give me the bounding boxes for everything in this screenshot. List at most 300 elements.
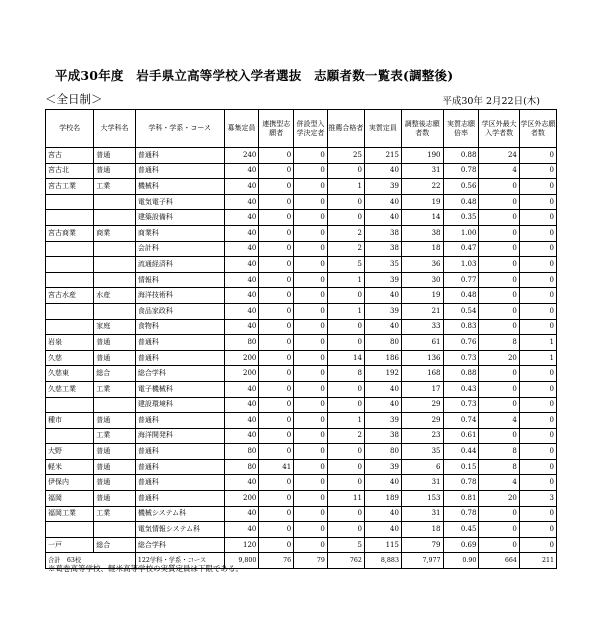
table-cell: 39 [364, 413, 401, 429]
table-cell: 商業科 [135, 225, 224, 241]
table-cell: 0 [519, 257, 556, 273]
table-cell: 0 [259, 319, 294, 335]
table-cell: 会計科 [135, 241, 224, 257]
table-cell: 0 [519, 225, 556, 241]
table-cell: 軽米 [46, 459, 94, 475]
table-cell: 0 [294, 303, 328, 319]
table-cell: 18 [401, 522, 443, 538]
table-cell: 80 [224, 459, 259, 475]
table-cell: 240 [224, 148, 259, 164]
table-row [46, 257, 557, 273]
applicants-table [45, 109, 557, 569]
table-cell: 食物科 [135, 319, 224, 335]
document-date: 平成30年 2月22日(木) [442, 96, 540, 107]
table-cell: 4 [479, 163, 519, 179]
total-label: 合計 63校 [46, 553, 136, 569]
table-cell: 38 [364, 241, 401, 257]
table-cell: 0 [519, 194, 556, 210]
table-cell: 普通 [94, 491, 136, 507]
table-cell: 17 [401, 381, 443, 397]
table-cell: 総合 [94, 366, 136, 382]
table-cell: 38 [401, 225, 443, 241]
table-cell: 総合学科 [135, 537, 224, 553]
table-cell: 1 [327, 272, 364, 288]
table-cell: 0.54 [443, 303, 479, 319]
table-cell: 0 [294, 506, 328, 522]
table-cell [46, 397, 94, 413]
table-cell: 0 [294, 225, 328, 241]
table-cell: 0 [327, 444, 364, 460]
table-cell [94, 522, 136, 538]
table-cell: 23 [401, 428, 443, 444]
table-cell: 0 [259, 413, 294, 429]
table-header-row [46, 110, 557, 148]
table-cell: 普通科 [135, 163, 224, 179]
table-cell: 0 [259, 444, 294, 460]
table-cell [94, 272, 136, 288]
table-cell: 189 [364, 491, 401, 507]
table-cell: 久慈工業 [46, 381, 94, 397]
table-cell: 80 [364, 444, 401, 460]
table-cell: 0 [479, 210, 519, 226]
table-cell: 1 [519, 335, 556, 351]
table-cell: 普通 [94, 350, 136, 366]
table-cell: 岩泉 [46, 335, 94, 351]
table-cell: 0 [259, 210, 294, 226]
table-cell [94, 303, 136, 319]
table-cell: 0 [327, 397, 364, 413]
table-cell: 1 [327, 179, 364, 195]
table-row [46, 491, 557, 507]
table-cell: 水産 [94, 288, 136, 304]
table-cell: 0 [479, 319, 519, 335]
table-cell: 0 [294, 335, 328, 351]
table-row [46, 397, 557, 413]
table-cell: 0 [294, 444, 328, 460]
table-cell: 20 [479, 350, 519, 366]
table-cell: 80 [224, 444, 259, 460]
table-cell: 0 [519, 241, 556, 257]
table-cell: 0 [479, 381, 519, 397]
table-cell: 0.45 [443, 522, 479, 538]
table-cell: 200 [224, 350, 259, 366]
total-cell: 664 [479, 553, 519, 569]
table-cell: 久慈東 [46, 366, 94, 382]
table-cell: 0 [259, 241, 294, 257]
table-cell: 0 [479, 397, 519, 413]
table-cell: 14 [401, 210, 443, 226]
table-cell: 宮古工業 [46, 179, 94, 195]
table-cell: 79 [401, 537, 443, 553]
document-title: 平成30年度 岩手県立高等学校入学者選抜 志願者数一覧表(調整後) [55, 68, 454, 83]
table-cell: 38 [364, 428, 401, 444]
table-cell: 40 [364, 194, 401, 210]
table-cell: 0 [519, 288, 556, 304]
table-cell: 普通 [94, 148, 136, 164]
table-cell: 機械システム科 [135, 506, 224, 522]
column-header: 学区外志願者数 [519, 110, 556, 148]
table-cell: 0 [479, 303, 519, 319]
table-cell: 商業 [94, 225, 136, 241]
table-cell: 40 [364, 163, 401, 179]
table-row [46, 366, 557, 382]
table-cell: 39 [364, 272, 401, 288]
table-cell: 0 [294, 257, 328, 273]
column-header: 学校名 [46, 110, 94, 148]
table-cell: 0.43 [443, 381, 479, 397]
table-cell: 0.61 [443, 428, 479, 444]
table-cell: 29 [401, 413, 443, 429]
table-cell: 200 [224, 491, 259, 507]
table-cell: 工業 [94, 506, 136, 522]
table-cell: 0 [259, 506, 294, 522]
table-cell: 21 [401, 303, 443, 319]
table-cell: 普通 [94, 444, 136, 460]
table-cell: 0.73 [443, 350, 479, 366]
table-cell: 総合学科 [135, 366, 224, 382]
table-cell: 普通科 [135, 444, 224, 460]
table-row [46, 444, 557, 460]
table-cell: 40 [224, 475, 259, 491]
table-row [46, 350, 557, 366]
table-row [46, 148, 557, 164]
table-cell: 61 [401, 335, 443, 351]
table-cell [46, 257, 94, 273]
table-cell: 0.81 [443, 491, 479, 507]
table-cell: 39 [364, 179, 401, 195]
table-cell: 0 [519, 272, 556, 288]
table-cell: 80 [224, 335, 259, 351]
table-cell: 33 [401, 319, 443, 335]
table-cell: 0 [259, 194, 294, 210]
table-cell: 0.35 [443, 210, 479, 226]
table-cell: 0 [327, 381, 364, 397]
table-cell: 一戸 [46, 537, 94, 553]
table-cell: 0 [259, 366, 294, 382]
column-header: 大学科名 [94, 110, 136, 148]
table-cell: 35 [401, 444, 443, 460]
table-cell: 4 [479, 475, 519, 491]
table-cell: 2 [327, 241, 364, 257]
table-cell: 0 [327, 459, 364, 475]
table-row [46, 179, 557, 195]
table-cell: 普通科 [135, 491, 224, 507]
table-cell: 0 [479, 225, 519, 241]
table-cell: 0.88 [443, 366, 479, 382]
table-cell: 19 [401, 288, 443, 304]
table-cell: 0 [259, 335, 294, 351]
table-cell: 普通 [94, 413, 136, 429]
table-cell: 0 [519, 537, 556, 553]
column-header: 実質定員 [364, 110, 401, 148]
table-cell: 40 [224, 272, 259, 288]
table-cell: 18 [401, 241, 443, 257]
column-header: 学科・学系・コース [135, 110, 224, 148]
table-cell: 40 [224, 210, 259, 226]
table-cell: 1.00 [443, 225, 479, 241]
table-cell: 1 [327, 303, 364, 319]
table-cell: 0 [259, 428, 294, 444]
table-cell: 39 [364, 459, 401, 475]
table-cell: 0 [519, 397, 556, 413]
table-cell: 0.48 [443, 194, 479, 210]
table-cell: 0 [294, 366, 328, 382]
table-cell [46, 319, 94, 335]
table-row [46, 272, 557, 288]
table-cell: 8 [479, 459, 519, 475]
table-cell: 0 [519, 319, 556, 335]
table-cell: 0 [519, 366, 556, 382]
table-cell: 0 [294, 210, 328, 226]
table-cell: 0.69 [443, 537, 479, 553]
table-cell: 40 [364, 522, 401, 538]
table-cell: 4 [479, 413, 519, 429]
table-cell: 0 [519, 179, 556, 195]
table-cell: 海洋技術科 [135, 288, 224, 304]
table-row [46, 288, 557, 304]
table-cell: 40 [224, 179, 259, 195]
table-row [46, 475, 557, 491]
table-cell: 24 [479, 148, 519, 164]
table-cell: 192 [364, 366, 401, 382]
table-cell: 0 [479, 194, 519, 210]
table-cell: 40 [224, 194, 259, 210]
table-cell: 2 [327, 225, 364, 241]
table-cell: 電子機械科 [135, 381, 224, 397]
table-cell: 30 [401, 272, 443, 288]
table-cell: 0 [479, 257, 519, 273]
table-cell: 0 [327, 319, 364, 335]
table-cell: 福岡工業 [46, 506, 94, 522]
table-cell: 0 [327, 522, 364, 538]
table-cell: 伊保内 [46, 475, 94, 491]
table-cell: 35 [364, 257, 401, 273]
table-row [46, 319, 557, 335]
table-cell: 1.03 [443, 257, 479, 273]
table-cell: 41 [259, 459, 294, 475]
table-row [46, 163, 557, 179]
table-cell [94, 194, 136, 210]
table-cell: 8 [327, 366, 364, 382]
table-cell: 0 [259, 381, 294, 397]
table-cell: 40 [224, 225, 259, 241]
total-cell: 9,800 [224, 553, 259, 569]
table-cell [46, 241, 94, 257]
table-cell: 0 [259, 272, 294, 288]
table-cell: 3 [519, 491, 556, 507]
table-cell: 31 [401, 163, 443, 179]
footnote: ※葛巻高等学校、軽米高等学校の実質定員は下限である。 [48, 564, 243, 573]
column-header: 連携型志願者 [259, 110, 294, 148]
table-cell: 153 [401, 491, 443, 507]
table-cell: 0 [519, 522, 556, 538]
table-row [46, 381, 557, 397]
table-cell: 普通 [94, 163, 136, 179]
table-cell: 0.74 [443, 413, 479, 429]
table-cell [94, 397, 136, 413]
table-cell: 0 [294, 194, 328, 210]
table-cell: 0 [294, 272, 328, 288]
table-cell: 31 [401, 475, 443, 491]
table-cell: 0 [294, 491, 328, 507]
table-cell: 6 [401, 459, 443, 475]
table-cell: 0 [259, 522, 294, 538]
table-cell: 0.15 [443, 459, 479, 475]
table-cell: 0.44 [443, 444, 479, 460]
table-cell: 40 [224, 381, 259, 397]
table-row [46, 210, 557, 226]
table-cell: 0.88 [443, 148, 479, 164]
table-cell: 0.47 [443, 241, 479, 257]
document-subtitle: ＜全日制＞ [45, 92, 103, 106]
table-cell: 0 [259, 148, 294, 164]
table-cell: 168 [401, 366, 443, 382]
total-cell: 8,883 [364, 553, 401, 569]
table-cell: 0 [479, 272, 519, 288]
table-cell: 工業 [94, 179, 136, 195]
table-cell: 11 [327, 491, 364, 507]
table-cell: 0 [294, 475, 328, 491]
table-cell: 0 [259, 475, 294, 491]
table-cell: 40 [364, 210, 401, 226]
table-cell: 0 [519, 381, 556, 397]
total-cell: 79 [294, 553, 328, 569]
table-cell: 海洋開発科 [135, 428, 224, 444]
table-cell: 0 [294, 522, 328, 538]
table-cell: 0 [259, 225, 294, 241]
table-cell: 0 [294, 148, 328, 164]
table-cell: 0 [294, 381, 328, 397]
table-cell: 種市 [46, 413, 94, 429]
table-cell: 0.73 [443, 397, 479, 413]
total-cell: 0.90 [443, 553, 479, 569]
table-cell: 8 [479, 444, 519, 460]
column-header: 募集定員 [224, 110, 259, 148]
table-cell: 普通 [94, 459, 136, 475]
column-header: 併設型入学決定者 [294, 110, 328, 148]
table-cell: 20 [479, 491, 519, 507]
table-cell: 39 [364, 303, 401, 319]
table-cell: 40 [224, 506, 259, 522]
table-cell: 0 [259, 491, 294, 507]
table-row [46, 335, 557, 351]
table-cell: 0.48 [443, 288, 479, 304]
table-row [46, 522, 557, 538]
table-row [46, 428, 557, 444]
table-cell: 福岡 [46, 491, 94, 507]
table-cell: 8 [479, 335, 519, 351]
table-cell: 0 [259, 537, 294, 553]
column-header: 推薦合格者 [327, 110, 364, 148]
table-body [46, 148, 557, 569]
table-cell: 0 [294, 537, 328, 553]
table-cell: 136 [401, 350, 443, 366]
table-cell: 40 [224, 428, 259, 444]
table-cell: 0 [519, 148, 556, 164]
table-cell: 総合 [94, 537, 136, 553]
table-cell: 200 [224, 366, 259, 382]
table-cell: 普通科 [135, 350, 224, 366]
table-cell: 40 [364, 506, 401, 522]
table-cell: 14 [327, 350, 364, 366]
table-cell: 40 [364, 319, 401, 335]
table-row [46, 459, 557, 475]
table-cell: 5 [327, 257, 364, 273]
column-header: 実質志願倍率 [443, 110, 479, 148]
table-cell: 0 [259, 288, 294, 304]
table-cell [46, 210, 94, 226]
table-cell: 0 [519, 163, 556, 179]
table-cell: 0 [294, 459, 328, 475]
table-cell: 40 [224, 413, 259, 429]
column-header: 学区外最大入学者数 [479, 110, 519, 148]
table-cell: 0 [259, 179, 294, 195]
table-cell: 0 [327, 335, 364, 351]
table-cell: 31 [401, 506, 443, 522]
table-cell: 0 [519, 413, 556, 429]
table-cell: 0 [294, 397, 328, 413]
table-cell: 宮古 [46, 148, 94, 164]
table-cell: 大野 [46, 444, 94, 460]
table-cell [94, 241, 136, 257]
table-row [46, 413, 557, 429]
table-cell: 普通科 [135, 459, 224, 475]
table-cell: 0 [519, 506, 556, 522]
table-cell: 0 [294, 413, 328, 429]
table-cell: 普通科 [135, 475, 224, 491]
total-cell: 76 [259, 553, 294, 569]
table-cell: 宮古北 [46, 163, 94, 179]
table-cell: 0.77 [443, 272, 479, 288]
table-cell: 宮古商業 [46, 225, 94, 241]
table-cell: 流通経済科 [135, 257, 224, 273]
table-row [46, 241, 557, 257]
table-cell: 0 [519, 459, 556, 475]
table-cell: 0 [294, 179, 328, 195]
table-cell: 0 [479, 506, 519, 522]
table-cell: 食品家政科 [135, 303, 224, 319]
table-cell: 40 [364, 475, 401, 491]
table-cell: 電気情報システム科 [135, 522, 224, 538]
table-cell: 0 [294, 319, 328, 335]
table-cell: 0 [479, 428, 519, 444]
table-cell: 0 [519, 303, 556, 319]
table-cell: 0 [479, 288, 519, 304]
table-cell: 機械科 [135, 179, 224, 195]
table-cell: 215 [364, 148, 401, 164]
table-cell: 家庭 [94, 319, 136, 335]
table-cell: 40 [224, 397, 259, 413]
table-cell: 0 [327, 506, 364, 522]
total-cell: 7,977 [401, 553, 443, 569]
total-cell: 211 [519, 553, 556, 569]
table-cell: 0 [294, 163, 328, 179]
table-cell [46, 194, 94, 210]
table-cell: 40 [224, 522, 259, 538]
table-cell: 190 [401, 148, 443, 164]
table-cell: 普通科 [135, 335, 224, 351]
table-row [46, 506, 557, 522]
table-cell [46, 522, 94, 538]
table-cell: 0 [259, 257, 294, 273]
table-cell: 0 [519, 428, 556, 444]
table-cell: 0 [259, 397, 294, 413]
table-cell: 情報科 [135, 272, 224, 288]
table-cell: 0.78 [443, 163, 479, 179]
table-cell: 115 [364, 537, 401, 553]
table-cell: 久慈 [46, 350, 94, 366]
table-cell: 0 [327, 163, 364, 179]
